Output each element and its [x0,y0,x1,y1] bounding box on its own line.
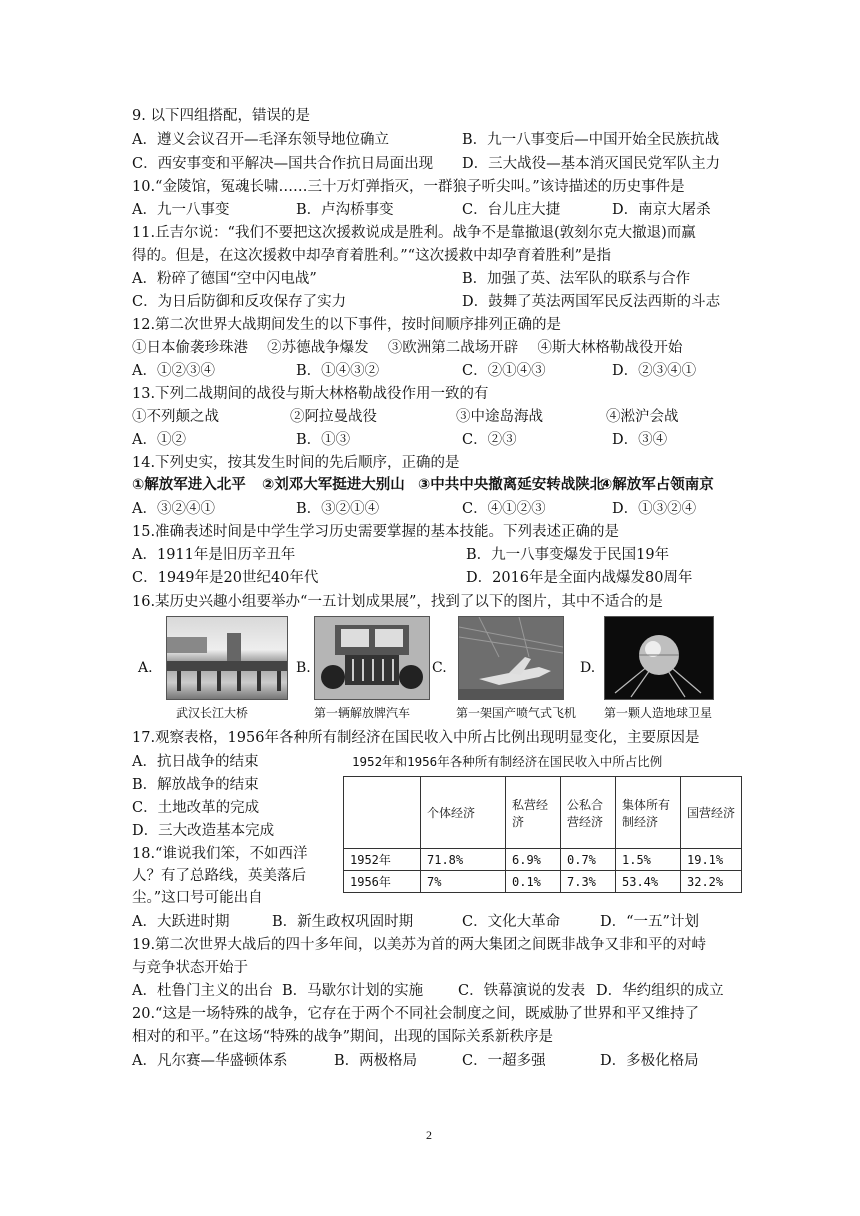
q18-option-b: B．新生政权巩固时期 [272,914,414,930]
q15-stem: 15.准确表述时间是中学生学习历史需要掌握的基本技能。下列表述正确的是 [132,524,620,540]
table-cell: 7% [421,871,506,893]
q17-option-a: A．抗日战争的结束 [132,754,259,770]
table-row [344,849,742,871]
q10-option-c: C．台儿庄大捷 [462,202,561,218]
table-cell: 6.9% [506,849,561,871]
q20-stem-line1: 20.“这是一场特殊的战争，它存在于两个不同社会制度之间，既威胁了世界和平又维持了 [132,1006,699,1022]
table-header-cell: 集体所有制经济 [616,777,681,849]
q12-option-b: B．①④③② [296,363,380,379]
q18-option-d: D．“一五”计划 [600,914,699,930]
q13-item-3: ③中途岛海战 [456,409,543,425]
q14-stem: 14.下列史实，按其发生时间的先后顺序，正确的是 [132,455,460,471]
q14-option-a: A．③②④① [132,501,215,517]
q15-option-a: A．1911年是旧历辛丑年 [132,547,296,563]
q16-stem: 16.某历史兴趣小组要举办“一五计划成果展”，找到了以下的图片，其中不适合的是 [132,594,663,610]
q16-caption-d: 第一颗人造地球卫星 [604,706,713,720]
q10-stem: 10.“金陵馆，冤魂长啸……三十万灯弹指灭，一群狼子听尖叫。”该诗描述的历史事件是 [132,179,685,195]
q14-item-4: ④解放军占领南京 [600,477,714,493]
q20-option-c: C．一超多强 [462,1053,546,1069]
q10-option-d: D．南京大屠杀 [612,202,711,218]
q11-option-b: B．加强了英、法军队的联系与合作 [462,271,691,287]
jet-photo-drawing [459,617,563,699]
q16-caption-b: 第一辆解放牌汽车 [314,706,411,720]
q13-stem: 13.下列二战期间的战役与斯大林格勒战役作用一致的有 [132,386,489,402]
q12-option-a: A．①②③④ [132,363,215,379]
q18-stem-line2: 人？有了总路线，英美落后 [132,868,306,884]
q12-stem: 12.第二次世界大战期间发生的以下事件，按时间顺序排列正确的是 [132,317,562,333]
q9-option-a: A．遵义会议召开—毛泽东领导地位确立 [132,132,389,148]
q14-option-b: B．③②①④ [296,501,380,517]
page-number: 2 [426,1128,432,1142]
q17-option-d: D．三大改造基本完成 [132,823,275,839]
q10-option-a: A．九一八事变 [132,202,230,218]
table-cell: 71.8% [421,849,506,871]
table-header-cell: 公私合营经济 [561,777,616,849]
q15-option-b: B．九一八事变爆发于民国19年 [466,547,670,563]
q12-option-d: D．②③④① [612,363,697,379]
jet-photo [458,616,564,700]
table-header-cell: 私营经济 [506,777,561,849]
satellite-photo [604,616,714,700]
q20-option-d: D．多极化格局 [600,1053,699,1069]
table-cell: 0.7% [561,849,616,871]
q14-item-3: ③中共中央撤离延安转战陕北 [418,477,605,493]
table-header-row [344,777,742,849]
table-header-cell: 国营经济 [681,777,742,849]
table-cell: 32.2% [681,871,742,893]
q18-option-c: C．文化大革命 [462,914,561,930]
q19-option-d: D．华约组织的成立 [596,983,724,999]
q17-option-b: B．解放战争的结束 [132,777,259,793]
q9-stem: 9. 以下四组搭配，错误的是 [132,108,310,124]
q14-option-d: D．①③②④ [612,501,697,517]
truck-photo [314,616,430,700]
q11-option-d: D．鼓舞了英法两国军民反法西斯的斗志 [462,294,721,310]
q9-option-b: B．九一八事变后—中国开始全民族抗战 [462,132,720,148]
q19-option-c: C．铁幕演说的发表 [458,983,586,999]
q11-option-a: A．粉碎了德国“空中闪电战” [132,271,317,287]
table-cell: 1.5% [616,849,681,871]
q12-option-c: C．②①④③ [462,363,546,379]
q19-stem-line2: 与竞争状态开始于 [132,960,248,976]
q19-stem-line1: 19.第二次世界大战后的四十多年间，以美苏为首的两大集团之间既非战争又非和平的对峙 [132,937,707,953]
q18-stem-line3: 尘。”这口号可能出自 [132,890,263,906]
q16-label-d: D. [580,660,596,676]
table-cell: 1952年 [344,849,421,871]
q17-option-c: C．土地改革的完成 [132,800,260,816]
q20-option-b: B．两极格局 [334,1053,418,1069]
ownership-table [343,776,742,893]
table-cell: 0.1% [506,871,561,893]
q19-option-b: B．马歇尔计划的实施 [282,983,424,999]
q11-stem-line1: 11.丘吉尔说：“我们不要把这次援救说成是胜利。战争不是靠撤退(敦刻尔克大撤退)而赢 [132,225,696,241]
q16-caption-c: 第一架国产喷气式飞机 [456,706,577,720]
bridge-photo-drawing [167,617,287,699]
q13-item-1: ①不列颠之战 [132,409,219,425]
q13-option-b: B．①③ [296,432,351,448]
q12-items: ①日本偷袭珍珠港 ②苏德战争爆发 ③欧洲第二战场开辟 ④斯大林格勒战役开始 [132,340,683,356]
q16-caption-a: 武汉长江大桥 [176,706,249,720]
q9-option-c: C．西安事变和平解决—国共合作抗日局面出现 [132,156,434,172]
q17-stem: 17.观察表格，1956年各种所有制经济在国民收入中所占比例出现明显变化，主要原因是 [132,730,700,746]
q11-option-c: C．为日后防御和反攻保存了实力 [132,294,347,310]
q19-option-a: A．杜鲁门主义的出台 [132,983,273,999]
q16-label-c: C. [432,660,447,676]
q10-option-b: B．卢沟桥事变 [296,202,394,218]
table-cell: 7.3% [561,871,616,893]
q13-option-d: D．③④ [612,432,668,448]
q15-option-d: D．2016年是全面内战爆发80周年 [466,570,693,586]
satellite-photo-drawing [605,617,713,699]
table-header-cell: 个体经济 [421,777,506,849]
q20-stem-line2: 相对的和平。”在这场“特殊的战争”期间，出现的国际关系新秩序是 [132,1029,553,1045]
q20-option-a: A．凡尔赛—华盛顿体系 [132,1053,288,1069]
q14-option-c: C．④①②③ [462,501,546,517]
bridge-photo [166,616,288,700]
table-row [344,871,742,893]
table-cell: 1956年 [344,871,421,893]
q14-item-2: ②刘邓大军挺进大别山 [262,477,405,493]
q11-stem-line2: 得的。但是，在这次援救中却孕育着胜利。”“这次援救中却孕育着胜利”是指 [132,248,611,264]
table-header-cell [344,777,421,849]
q18-option-a: A．大跃进时期 [132,914,230,930]
q9-option-d: D．三大战役—基本消灭国民党军队主力 [462,156,721,172]
truck-photo-drawing [315,617,429,699]
q18-stem-line1: 18.“谁说我们笨，不如西洋 [132,846,308,862]
q13-item-4: ④淞沪会战 [606,409,679,425]
q16-label-b: B. [296,660,311,676]
q14-item-1: ①解放军进入北平 [132,477,246,493]
q13-item-2: ②阿拉曼战役 [290,409,377,425]
q15-option-c: C．1949年是20世纪40年代 [132,570,319,586]
table-cell: 53.4% [616,871,681,893]
table-title: 1952年和1956年各种所有制经济在国民收入中所占比例 [352,754,663,769]
table-cell: 19.1% [681,849,742,871]
q16-label-a: A. [138,660,153,676]
q13-option-c: C．②③ [462,432,517,448]
q13-option-a: A．①② [132,432,186,448]
